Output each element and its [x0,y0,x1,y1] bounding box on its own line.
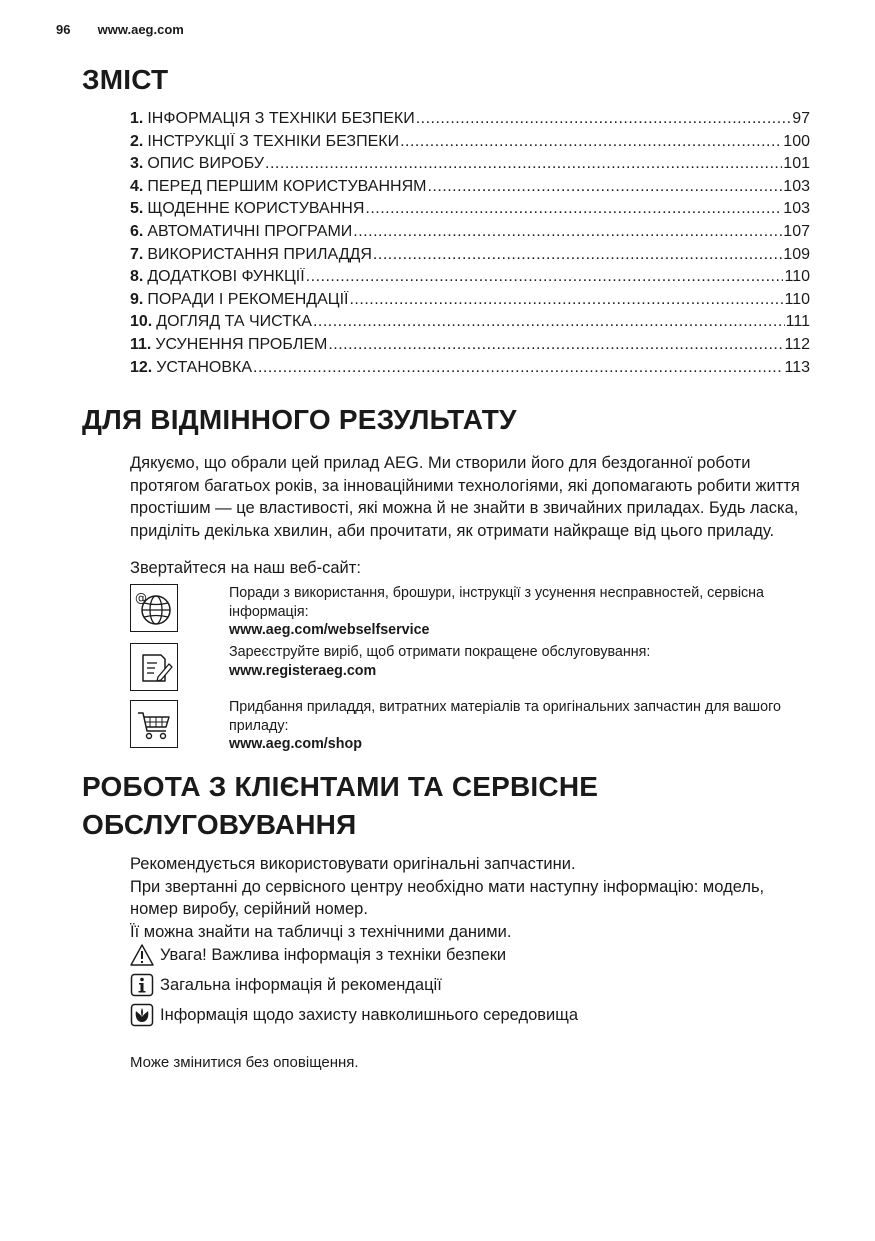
symbol-legend [130,940,810,1030]
toc-item-number: 10. [130,313,153,331]
toc-leader-dots [313,313,785,331]
toc-item-page: 103 [783,200,810,218]
toc-item[interactable] [130,268,810,291]
globe-icon [130,584,178,632]
intro-paragraph: Дякуємо, що обрали цей прилад AEG. Ми створили його для бездоганної роботи протягом багатьох років, за інноваційними технологіями, які допомагають робити життя простішим — це властивості, які можна й не знайти в звичайних приладах. Будь ласка, приділіть декілька хвилин, аби прочитати, як отримати найкраще від цього приладу. [130,454,800,540]
toc-item-page: 110 [784,268,810,286]
toc-leader-dots [400,133,782,151]
toc-item-title: ВИКОРИСТАННЯ ПРИЛАДДЯ [147,245,372,263]
link-description: Поради з використання, брошури, інструкції з усунення несправностей, сервісна інформація: [229,585,764,620]
toc-item-title: ЩОДЕННЕ КОРИСТУВАННЯ [147,200,365,218]
toc-title: ЗМІСТ [82,64,169,95]
legend-info [130,970,810,1000]
service-line: Рекомендується використовувати оригінальні запчастини. [130,855,576,873]
toc-item-page: 111 [785,313,810,331]
info-icon [130,973,154,997]
toc-item-title: ПОРАДИ І РЕКОМЕНДАЦІЇ [147,290,349,308]
visit-website-text: Звертайтеся на наш веб-сайт: [130,559,361,577]
toc-item[interactable] [130,223,810,246]
toc-item-title: ІНФОРМАЦІЯ З ТЕХНІКИ БЕЗПЕКИ [147,110,415,127]
toc-item-number: 7. [130,245,144,263]
toc-item-title: УСУНЕННЯ ПРОБЛЕМ [155,335,328,353]
toc-item-title: ДОДАТКОВІ ФУНКЦІЇ [147,268,305,286]
toc-item[interactable] [130,313,810,336]
toc-item-page: 109 [783,245,810,263]
page-number: 96 [56,22,71,37]
toc-item-title: ОПИС ВИРОБУ [147,155,265,173]
shop-link[interactable]: www.aeg.com/shop [229,736,362,752]
toc-item-number: 3. [130,155,144,173]
best-results-title: ДЛЯ ВІДМІННОГО РЕЗУЛЬТАТУ [82,404,517,435]
service-paragraph [130,853,810,943]
environment-icon [130,1003,154,1027]
toc-leader-dots [328,336,783,354]
toc-item[interactable] [130,336,810,359]
change-notice: Може змінитися без оповіщення. [130,1054,359,1071]
toc-item-number: 9. [130,290,144,308]
service-line: При звертанні до сервісного центру необхідно мати наступну інформацію: модель, номер виробу, серійний номер. [130,877,765,919]
toc-item-title: УСТАНОВКА [156,358,253,376]
legend-text: Інформація щодо захисту навколишнього середовища [160,1005,579,1024]
site-url[interactable]: www.aeg.com [97,22,184,37]
toc-item-number: 6. [130,222,144,240]
toc-item-page: 112 [784,335,810,353]
link-description: Придбання приладдя, витратних матеріалів та оригінальних запчастин для вашого приладу: [229,699,781,734]
toc-leader-dots [416,110,792,128]
toc-item[interactable] [130,110,810,133]
toc-item-number: 1. [130,110,144,127]
toc-item-number: 2. [130,132,144,150]
toc-item-title: ПЕРЕД ПЕРШИМ КОРИСТУВАННЯМ [147,177,427,195]
toc-item-title: АВТОМАТИЧНІ ПРОГРАМИ [147,222,353,240]
toc-item-number: 4. [130,177,144,195]
toc-leader-dots [306,268,784,286]
legend-text: Увага! Важлива інформація з техніки безпеки [160,945,507,964]
legend-text: Загальна інформація й рекомендації [160,975,442,994]
legend-warning [130,940,810,970]
toc-item[interactable] [130,246,810,269]
toc-leader-dots [365,200,782,218]
legend-environment [130,1000,810,1030]
toc-item[interactable] [130,200,810,223]
toc-item-number: 12. [130,358,153,376]
toc-item-page: 101 [783,155,810,173]
warning-icon [130,943,154,967]
webselfservice-link[interactable]: www.aeg.com/webselfservice [229,622,430,638]
service-title: РОБОТА З КЛІЄНТАМИ ТА СЕРВІСНЕ ОБСЛУГОВУВАННЯ [82,771,599,840]
page-header [56,22,184,37]
toc-item-page: 113 [784,358,810,376]
toc-item-number: 5. [130,200,144,218]
toc-item-page: 110 [784,290,810,308]
toc-item-number: 8. [130,268,144,286]
toc-leader-dots [265,155,782,173]
toc-item[interactable] [130,291,810,314]
toc-item-page: 100 [783,132,810,150]
toc-leader-dots [427,178,782,196]
svg-text:@: @ [135,591,147,605]
toc-item[interactable] [130,178,810,201]
toc-leader-dots [373,246,782,264]
table-of-contents [130,110,810,381]
register-icon [130,643,178,691]
toc-item-page: 97 [792,110,810,127]
toc-item-title: ІНСТРУКЦІЇ З ТЕХНІКИ БЕЗПЕКИ [147,132,400,150]
cart-icon [130,700,178,748]
service-line: Її можна знайти на табличці з технічними даними. [130,922,512,941]
link-description: Зареєструйте виріб, щоб отримати покращене обслуговування: [229,644,651,660]
toc-leader-dots [253,359,783,377]
toc-item-title: ДОГЛЯД ТА ЧИСТКА [156,313,312,331]
toc-item[interactable] [130,133,810,156]
toc-item[interactable] [130,359,810,382]
toc-leader-dots [353,223,782,241]
toc-item-number: 11. [130,335,152,353]
toc-item-page: 103 [783,177,810,195]
toc-item[interactable] [130,155,810,178]
toc-item-page: 107 [783,222,810,240]
register-link[interactable]: www.registeraeg.com [229,662,377,679]
toc-leader-dots [349,291,783,309]
